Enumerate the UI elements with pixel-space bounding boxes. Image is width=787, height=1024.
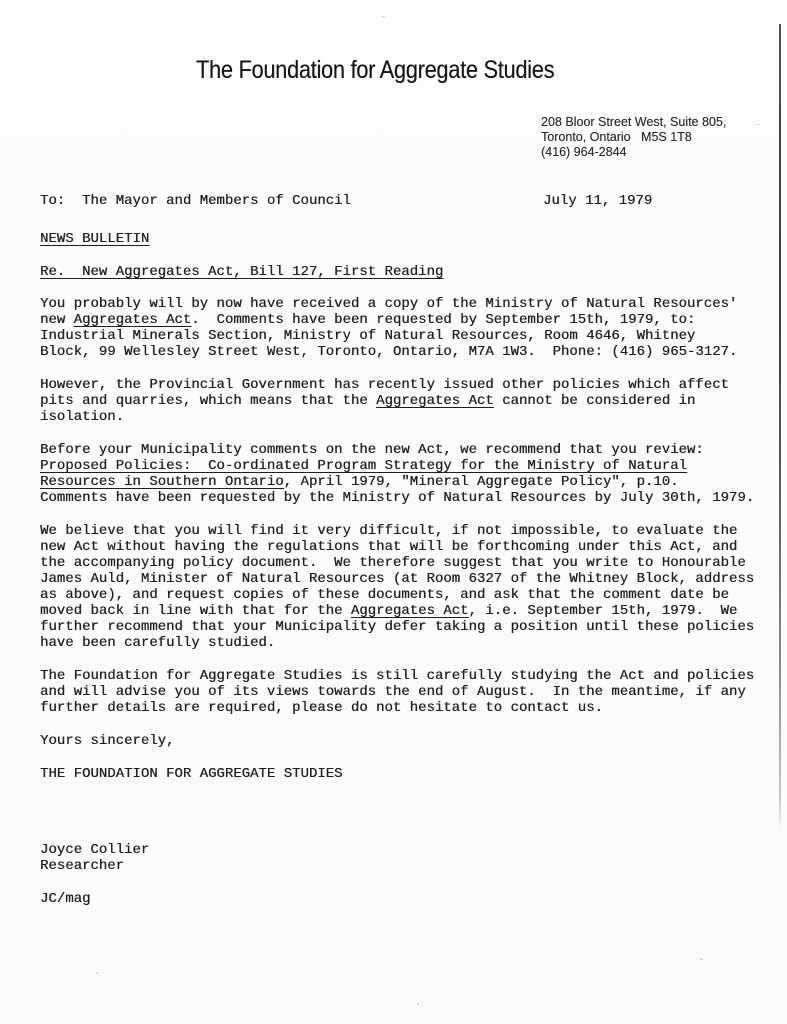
signatory-name: Joyce Collier	[40, 842, 150, 858]
paragraph-line: and will advise you of its views towards the end of August. In the meantime, if any	[40, 684, 746, 700]
body-paragraphs	[40, 296, 780, 716]
paragraph-line: new Aggregates Act. Comments have been requested by September 15th, 1979, to:	[40, 312, 696, 328]
paragraph-line: Proposed Policies: Co-ordinated Program Strategy for the Ministry of Natural	[40, 458, 687, 474]
body-paragraph	[40, 523, 780, 651]
body-paragraph	[40, 668, 780, 716]
paragraph-line: James Auld, Minister of Natural Resources (at Room 6327 of the Whitney Block, address	[40, 571, 755, 587]
paragraph-line: Resources in Southern Ontario, April 1979, "Mineral Aggregate Policy", p.10.	[40, 474, 679, 490]
paragraph-line: pits and quarries, which means that the Aggregates Act cannot be considered in	[40, 393, 696, 409]
bulletin-heading: NEWS BULLETIN	[40, 231, 150, 247]
paragraph-line: Comments have been requested by the Ministry of Natural Resources by July 30th, 1979.	[40, 490, 755, 506]
body-paragraph	[40, 377, 780, 425]
paragraph-line: further recommend that your Municipality defer taking a position until these policies	[40, 619, 755, 635]
letterhead-address-line: 208 Bloor Street West, Suite 805,	[541, 115, 727, 129]
letterhead-address	[541, 115, 726, 160]
body-paragraph	[40, 442, 780, 506]
letter-body	[40, 296, 780, 907]
paragraph-line: Before your Municipality comments on the new Act, we recommend that you review:	[40, 442, 704, 458]
letterhead-address-line: Toronto, Ontario M5S 1T8	[541, 130, 692, 144]
scan-speck	[700, 958, 703, 960]
paragraph-line: Block, 99 Wellesley Street West, Toronto, Ontario, M7A 1W3. Phone: (416) 965-3127.	[40, 344, 738, 360]
paragraph-line: However, the Provincial Government has recently issued other policies which affect	[40, 377, 729, 393]
paragraph-line: the accompanying policy document. We therefore suggest that you write to Honourable	[40, 555, 746, 571]
signatory-title: Researcher	[40, 858, 125, 874]
re-subject-line: Re. New Aggregates Act, Bill 127, First Reading	[40, 264, 444, 280]
paragraph-line: isolation.	[40, 409, 125, 425]
paragraph-line: new Act without having the regulations that will be forthcoming under this Act, and	[40, 539, 738, 555]
paragraph-line: You probably will by now have received a copy of the Ministry of Natural Resources'	[40, 296, 738, 312]
scan-speck	[96, 972, 98, 974]
date: July 11, 1979	[543, 193, 653, 209]
scan-speck	[382, 16, 385, 18]
scan-speck	[203, 57, 205, 59]
letterhead-org-name: The Foundation for Aggregate Studies	[196, 56, 555, 84]
paragraph-line: moved back in line with that for the Aggregates Act, i.e. September 15th, 1979. We	[40, 603, 738, 619]
paragraph-line: We believe that you will find it very difficult, if not impossible, to evaluate the	[40, 523, 738, 539]
paragraph-line: Industrial Minerals Section, Ministry of Natural Resources, Room 4646, Whitney	[40, 328, 696, 344]
scan-artifact-line	[779, 24, 781, 830]
closing-salutation: Yours sincerely,	[40, 733, 175, 749]
org-signature-line: THE FOUNDATION FOR AGGREGATE STUDIES	[40, 766, 343, 782]
paragraph-line: further details are required, please do not hesitate to contact us.	[40, 700, 603, 716]
to-line: To: The Mayor and Members of Council	[40, 193, 351, 209]
paragraph-line: have been carefully studied.	[40, 635, 276, 651]
paragraph-line: The Foundation for Aggregate Studies is still carefully studying the Act and policies	[40, 668, 755, 684]
reference-initials: JC/mag	[40, 891, 91, 907]
scan-speck	[756, 124, 760, 125]
body-paragraph	[40, 296, 780, 360]
paragraph-line: as above), and request copies of these documents, and ask that the comment date be	[40, 587, 729, 603]
letterhead-address-line: (416) 964-2844	[541, 145, 627, 159]
scan-speck	[417, 1003, 419, 1005]
